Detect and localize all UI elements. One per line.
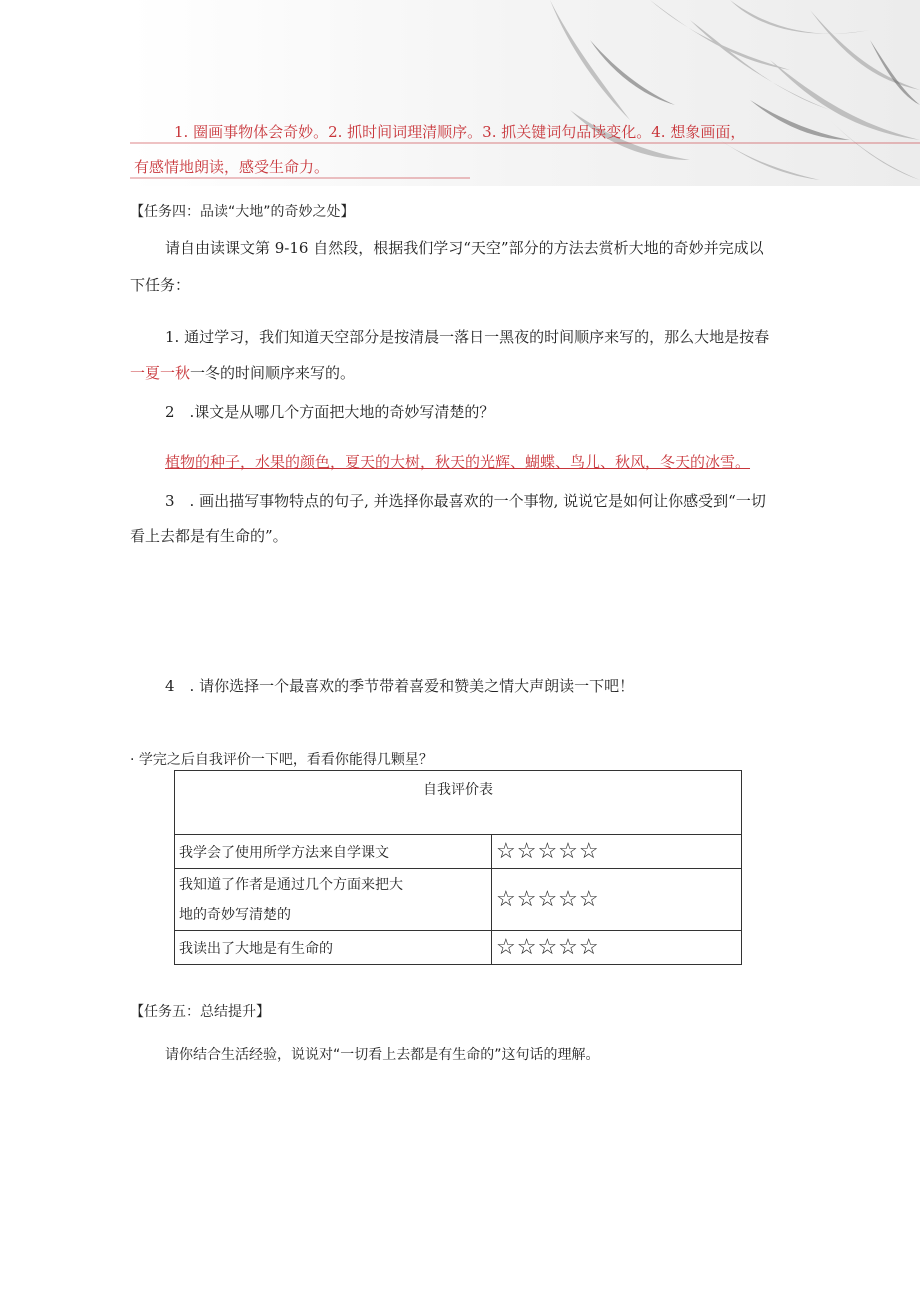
task4-intro-line-1: 请自由读课文第 9-16 自然段，根据我们学习“天空”部分的方法去赏析大地的奇妙并完成以 — [165, 239, 764, 257]
eval-item-2-line-2: 地的奇妙写清楚的 — [179, 906, 291, 923]
task5-title: 【任务五：总结提升】 — [130, 1004, 270, 1020]
eval-item-2-line-1: 我知道了作者是通过几个方面来把大 — [179, 876, 403, 893]
eval-item-3: 我读出了大地是有生命的 — [175, 931, 492, 965]
task5-prompt: 请你结合生活经验，说说对“一切看上去都是有生命的”这句话的理解。 — [165, 1047, 600, 1063]
star-rating-3[interactable]: ☆☆☆☆☆ — [492, 931, 742, 965]
eval-item-1: 我学会了使用所学方法来自学课文 — [175, 835, 492, 869]
question-3-line-1: 3 . 画出描写事物特点的句子, 并选择你最喜欢的一个事物, 说说它是如何让你感受到“一切 — [165, 492, 766, 510]
task4-title: 【任务四：品读“大地”的奇妙之处】 — [130, 204, 355, 220]
self-eval-prompt: · 学完之后自我评价一下吧，看看你能得几颗星？ — [130, 752, 433, 768]
eval-item-2 — [175, 869, 492, 931]
banner-line-1: 1. 圈画事物体会奇妙。2. 抓时间词理清顺序。3. 抓关键词句品读变化。4. 想象画面， — [174, 123, 746, 141]
question-1-line-2 — [130, 363, 355, 383]
question-3-line-2: 看上去都是有生命的”。 — [130, 527, 288, 545]
self-eval-table — [174, 770, 742, 965]
bamboo-banner — [130, 0, 920, 186]
star-rating-1[interactable]: ☆☆☆☆☆ — [492, 835, 742, 869]
table-title: 自我评价表 — [175, 771, 742, 835]
table-row — [175, 869, 742, 931]
question-1-answer: 一夏一秋 — [130, 364, 191, 382]
question-4: 4 . 请你选择一个最喜欢的季节带着喜爱和赞美之情大声朗读一下吧！ — [165, 677, 635, 695]
table-row — [175, 835, 742, 869]
banner-line-2: 有感情地朗读，感受生命力。 — [134, 158, 330, 176]
question-1-line-1: 1. 通过学习，我们知道天空部分是按清晨一落日一黑夜的时间顺序来写的，那么大地是按春 — [165, 328, 770, 346]
table-row — [175, 931, 742, 965]
question-2: 2 .课文是从哪几个方面把大地的奇妙写清楚的？ — [165, 403, 495, 421]
question-1-rest: 一冬的时间顺序来写的。 — [190, 364, 356, 382]
task4-intro-line-2: 下任务： — [130, 276, 191, 294]
question-2-answer: 植物的种子，水果的颜色，夏天的大树，秋天的光辉、蝴蝶、鸟儿、秋风，冬天的冰雪。 — [165, 453, 751, 471]
star-rating-2[interactable]: ☆☆☆☆☆ — [492, 869, 742, 931]
